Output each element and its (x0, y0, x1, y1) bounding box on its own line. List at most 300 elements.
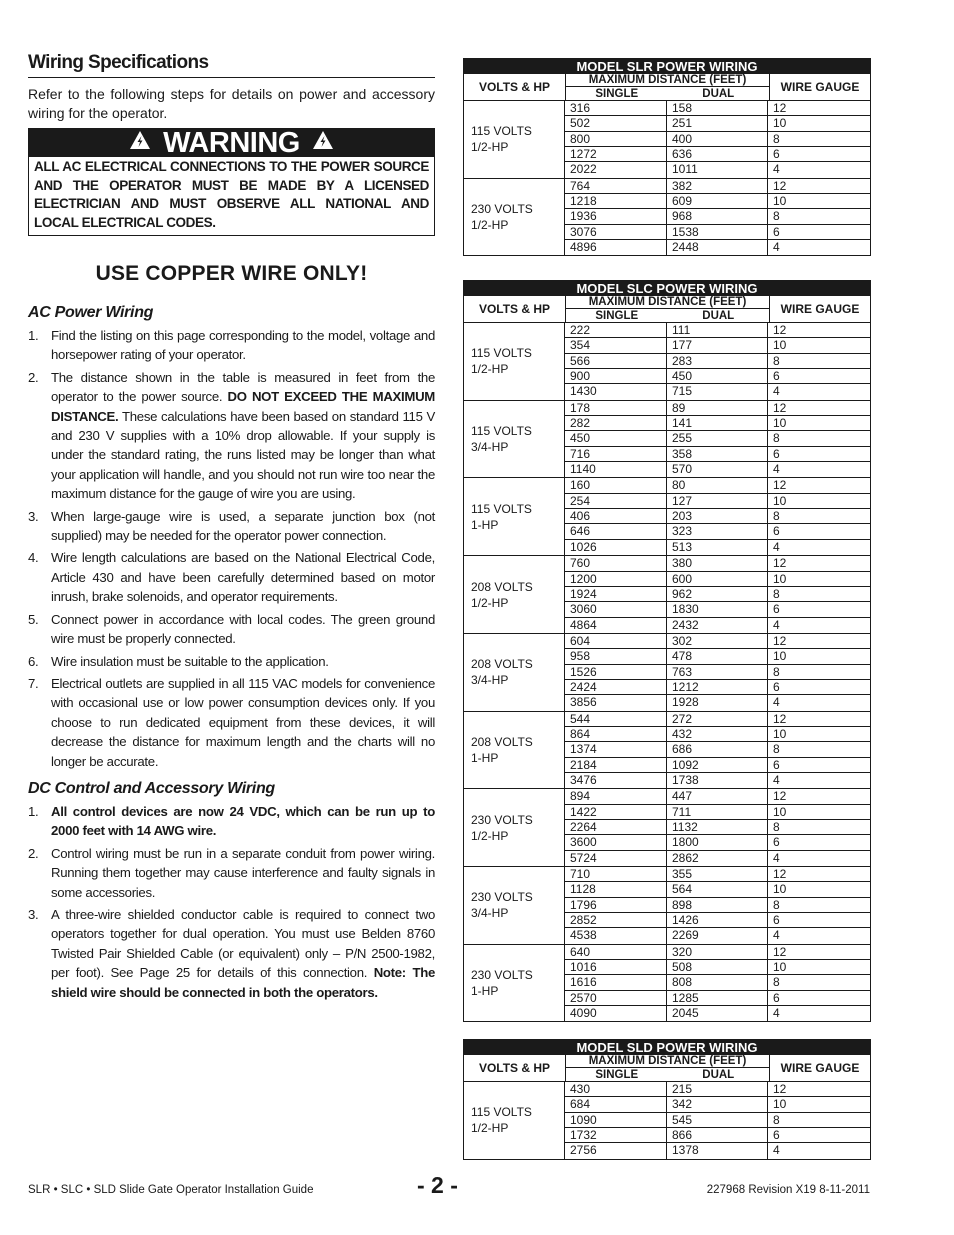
cell-dual: 508 (667, 960, 768, 974)
table-row (565, 867, 870, 882)
cell-gauge: 8 (773, 209, 780, 224)
step-number: 6. (28, 653, 39, 669)
cell-dual: 968 (667, 209, 768, 223)
table-row (565, 960, 870, 975)
table-row (565, 758, 870, 773)
step-number: 1. (28, 803, 39, 819)
cell-single: 4864 (565, 618, 667, 633)
cell-dual: 1011 (667, 162, 768, 177)
cell-gauge: 8 (773, 431, 780, 446)
header-max-distance-label: MAXIMUM DISTANCE (FEET) (588, 1055, 747, 1067)
list-item (28, 548, 435, 606)
group-label (464, 478, 565, 555)
cell-dual: 763 (667, 665, 768, 679)
cell-dual: 432 (667, 727, 768, 741)
group-rows (565, 556, 870, 633)
cell-single: 2570 (565, 991, 667, 1005)
table-row (565, 1113, 870, 1128)
cell-single: 640 (565, 945, 667, 959)
cell-dual: 600 (667, 572, 768, 586)
group-hp: 1/2-HP (471, 828, 509, 843)
cell-dual: 609 (667, 194, 768, 208)
group-volts: 230 VOLTS (471, 812, 533, 827)
table-row (565, 524, 870, 539)
table-row (565, 354, 870, 369)
cell-single: 1016 (565, 960, 667, 974)
table-row (565, 194, 870, 209)
group-hp: 1-HP (471, 984, 499, 999)
cell-dual: 380 (667, 556, 768, 570)
table-row (565, 179, 870, 194)
table-group (464, 101, 870, 179)
step-text: When large-gauge wire is used, a separate junction box (not supplied) may be needed for the operator power connection. (51, 508, 435, 544)
group-label (464, 401, 565, 478)
group-label (464, 179, 565, 256)
table-row (565, 945, 870, 960)
cell-dual: 570 (667, 462, 768, 477)
cell-gauge: 10 (773, 194, 787, 209)
table-row (565, 1097, 870, 1112)
cell-dual: 272 (667, 712, 768, 726)
table-row (565, 509, 870, 524)
group-hp: 3/4-HP (471, 673, 509, 688)
cell-dual: 1928 (667, 695, 768, 710)
table-row (565, 742, 870, 757)
step-text: Wire length calculations are based on the National Electrical Code, Article 430 and have been carefully determined based on motor inrush, brake solenoids, and operator requirements. (51, 550, 435, 605)
list-item (28, 652, 435, 671)
header-max-distance (566, 74, 770, 100)
table-row (565, 556, 870, 571)
group-volts: 115 VOLTS (471, 424, 532, 439)
table-row (565, 132, 870, 147)
cell-single: 544 (565, 712, 667, 726)
cell-dual: 2432 (667, 618, 768, 633)
cell-gauge: 6 (773, 446, 780, 461)
cell-dual: 111 (667, 323, 768, 337)
cell-single: 958 (565, 649, 667, 663)
cell-single: 450 (565, 431, 667, 445)
table-row (565, 225, 870, 240)
cell-gauge: 10 (773, 493, 787, 508)
table-row (565, 587, 870, 602)
group-label (464, 789, 565, 866)
step-number: 2. (28, 369, 39, 385)
group-rows (565, 401, 870, 478)
header-wire-gauge: WIRE GAUGE (780, 1061, 860, 1075)
table-row (565, 665, 870, 680)
cell-single: 800 (565, 132, 667, 146)
group-volts: 115 VOLTS (471, 346, 532, 361)
cell-dual: 898 (667, 898, 768, 912)
header-single: SINGLE (595, 88, 639, 100)
table-row (565, 540, 870, 555)
cell-single: 1430 (565, 384, 667, 399)
group-hp: 3/4-HP (471, 440, 509, 455)
table-row (565, 1082, 870, 1097)
cell-single: 160 (565, 478, 667, 492)
group-volts: 230 VOLTS (471, 202, 533, 217)
cell-dual: 302 (667, 634, 768, 648)
cell-gauge: 8 (773, 1112, 780, 1127)
cell-single: 2264 (565, 820, 667, 834)
cell-dual: 450 (667, 369, 768, 383)
cell-single: 3060 (565, 602, 667, 616)
cell-dual: 323 (667, 524, 768, 538)
cell-gauge: 4 (773, 928, 780, 943)
group-rows (565, 323, 870, 400)
group-volts: 230 VOLTS (471, 890, 533, 905)
cell-single: 4538 (565, 928, 667, 943)
header-single: SINGLE (595, 310, 639, 322)
header-wire-gauge: WIRE GAUGE (780, 302, 860, 316)
cell-dual: 564 (667, 882, 768, 896)
cell-dual: 1738 (667, 773, 768, 788)
cell-dual: 866 (667, 1128, 768, 1142)
group-volts: 115 VOLTS (471, 124, 532, 139)
cell-gauge: 6 (773, 990, 780, 1005)
cell-dual: 1378 (667, 1143, 768, 1158)
table-group (464, 634, 870, 712)
warning-body: ALL AC ELECTRICAL CONNECTIONS TO THE POWER SOURCE AND THE OPERATOR MUST BE MADE BY A LICENSED ELECTRICIAN AND MUST OBSERVE ALL NATIONAL AND LOCAL ELECTRICAL CODES. (34, 159, 429, 230)
hazard-icon (312, 127, 334, 155)
copper-notice: USE COPPER WIRE ONLY! (95, 262, 368, 285)
cell-gauge: 12 (773, 711, 787, 726)
cell-dual: 1800 (667, 835, 768, 849)
cell-dual: 715 (667, 384, 768, 399)
table-row (565, 401, 870, 416)
cell-dual: 382 (667, 179, 768, 193)
table-row (565, 572, 870, 587)
cell-gauge: 6 (773, 835, 780, 850)
cell-gauge: 4 (773, 240, 780, 255)
cell-single: 646 (565, 524, 667, 538)
cell-dual: 1285 (667, 991, 768, 1005)
group-label (464, 323, 565, 400)
cell-dual: 711 (667, 805, 768, 819)
cell-gauge: 12 (773, 556, 787, 571)
cell-gauge: 4 (773, 162, 780, 177)
table-row (565, 805, 870, 820)
table-group (464, 556, 870, 634)
cell-dual: 513 (667, 540, 768, 555)
group-label (464, 867, 565, 944)
cell-gauge: 6 (773, 369, 780, 384)
cell-single: 716 (565, 447, 667, 461)
cell-gauge: 6 (773, 757, 780, 772)
cell-single: 1422 (565, 805, 667, 819)
intro-text: Refer to the following steps for details on power and accessory wiring for the operator. (28, 86, 435, 121)
cell-single: 710 (565, 867, 667, 881)
cell-gauge: 6 (773, 679, 780, 694)
group-volts: 230 VOLTS (471, 968, 533, 983)
footer-revision: 227968 Revision X19 8-11-2011 (706, 1184, 870, 1196)
cell-single: 502 (565, 116, 667, 130)
cell-dual: 80 (667, 478, 768, 492)
table-group (464, 712, 870, 790)
cell-gauge: 10 (773, 416, 787, 431)
group-volts: 208 VOLTS (471, 579, 533, 594)
table-group (464, 478, 870, 556)
group-volts: 208 VOLTS (471, 734, 533, 749)
group-hp: 1-HP (471, 517, 499, 532)
cell-dual: 478 (667, 649, 768, 663)
group-label (464, 1082, 565, 1159)
step-number: 7. (28, 675, 39, 691)
cell-single: 316 (565, 101, 667, 115)
header-dual: DUAL (702, 88, 735, 100)
header-volts: VOLTS & HP (464, 74, 566, 100)
group-rows (565, 1082, 870, 1159)
header-wire-gauge: WIRE GAUGE (780, 80, 860, 94)
cell-single: 1272 (565, 147, 667, 161)
table-row (565, 1143, 870, 1158)
ac-steps-list (28, 326, 435, 771)
cell-gauge: 4 (773, 1006, 780, 1021)
hazard-icon (129, 127, 151, 155)
cell-gauge: 4 (773, 850, 780, 865)
table-row (565, 618, 870, 633)
header-dual: DUAL (702, 1069, 735, 1081)
cell-gauge: 10 (773, 882, 787, 897)
table-row (565, 416, 870, 431)
cell-gauge: 8 (773, 975, 780, 990)
cell-single: 1128 (565, 882, 667, 896)
cell-single: 2852 (565, 913, 667, 927)
cell-dual: 447 (667, 789, 768, 803)
cell-single: 894 (565, 789, 667, 803)
cell-gauge: 4 (773, 462, 780, 477)
group-rows (565, 712, 870, 789)
cell-dual: 251 (667, 116, 768, 130)
warning-title: WARNING (163, 127, 300, 159)
cell-dual: 962 (667, 587, 768, 601)
cell-dual: 1092 (667, 758, 768, 772)
cell-gauge: 12 (773, 101, 787, 115)
cell-dual: 255 (667, 431, 768, 445)
cell-gauge: 12 (773, 867, 787, 882)
header-sub-columns (566, 308, 769, 323)
cell-single: 406 (565, 509, 667, 523)
cell-gauge: 8 (773, 742, 780, 757)
list-item (28, 802, 435, 841)
section-title: Wiring Specifications (28, 52, 435, 78)
table-row (565, 602, 870, 617)
cell-dual: 1212 (667, 680, 768, 694)
cell-gauge: 8 (773, 353, 780, 368)
cell-single: 684 (565, 1097, 667, 1111)
group-rows (565, 634, 870, 711)
group-hp: 1/2-HP (471, 362, 509, 377)
cell-single: 4090 (565, 1006, 667, 1021)
cell-gauge: 6 (773, 913, 780, 928)
group-hp: 1/2-HP (471, 1121, 509, 1136)
table-row (565, 991, 870, 1006)
cell-dual: 358 (667, 447, 768, 461)
group-volts: 115 VOLTS (471, 1105, 532, 1120)
cell-gauge: 4 (773, 539, 780, 554)
cell-single: 566 (565, 354, 667, 368)
cell-dual: 808 (667, 975, 768, 989)
list-item (28, 674, 435, 771)
table-row (565, 712, 870, 727)
header-volts: VOLTS & HP (464, 1055, 566, 1081)
cell-gauge: 6 (773, 224, 780, 239)
header-dual: DUAL (702, 310, 735, 322)
cell-gauge: 4 (773, 617, 780, 632)
group-label (464, 101, 565, 178)
table-group (464, 401, 870, 479)
table-row (565, 1006, 870, 1021)
cell-single: 1140 (565, 462, 667, 477)
cell-dual: 1538 (667, 225, 768, 239)
table-group (464, 945, 870, 1022)
table-row (565, 649, 870, 664)
cell-single: 3076 (565, 225, 667, 239)
table-row (565, 882, 870, 897)
table-header (464, 1055, 870, 1082)
table-row (565, 789, 870, 804)
header-max-distance-label: MAXIMUM DISTANCE (FEET) (588, 296, 747, 308)
cell-single: 1026 (565, 540, 667, 555)
table-row (565, 1128, 870, 1143)
cell-single: 1200 (565, 572, 667, 586)
cell-gauge: 12 (773, 789, 787, 804)
cell-dual: 636 (667, 147, 768, 161)
group-rows (565, 478, 870, 555)
cell-dual: 320 (667, 945, 768, 959)
table-row (565, 338, 870, 353)
table-header (464, 74, 870, 101)
cell-single: 1090 (565, 1113, 667, 1127)
group-hp: 1/2-HP (471, 595, 509, 610)
cell-gauge: 4 (773, 695, 780, 710)
group-volts: 208 VOLTS (471, 657, 533, 672)
power-wiring-table (463, 58, 871, 256)
step-text: These calculations have been based on standard 115 V and 230 V supplies with a 10% drop allowable. If your supply is under the standard rating, the runs listed may be longer than what your application will handle, and you should not run wire too near the maximum distance for the gauge of wire you are using. (51, 408, 435, 502)
list-item (28, 610, 435, 649)
cell-single: 3476 (565, 773, 667, 788)
cell-single: 1924 (565, 587, 667, 601)
cell-gauge: 4 (773, 384, 780, 399)
cell-single: 2424 (565, 680, 667, 694)
step-emphasis: DO NOT EXCEED THE MAXIMUM DISTANCE. (51, 389, 435, 424)
cell-gauge: 12 (773, 478, 787, 493)
step-text: Electrical outlets are supplied in all 115 VAC models for convenience with occasional use or low power consumption devices only. If you choose to run dedicated equipment from these devices, it will decrease the distance for maximum length and the charts will no longer be accurate. (51, 675, 435, 769)
cell-gauge: 10 (773, 338, 787, 353)
table-group (464, 179, 870, 256)
table-row (565, 431, 870, 446)
footer-title: SLR • SLC • SLD Slide Gate Operator Installation Guide (28, 1184, 314, 1196)
cell-dual: 2448 (667, 240, 768, 255)
list-item (28, 905, 435, 1002)
cell-dual: 127 (667, 494, 768, 508)
cell-gauge: 6 (773, 524, 780, 539)
cell-dual: 342 (667, 1097, 768, 1111)
cell-single: 1936 (565, 209, 667, 223)
cell-gauge: 6 (773, 602, 780, 617)
ac-section-title: AC Power Wiring (28, 304, 154, 321)
cell-dual: 545 (667, 1113, 768, 1127)
cell-gauge: 4 (773, 772, 780, 787)
cell-gauge: 8 (773, 509, 780, 524)
table-row (565, 462, 870, 477)
list-item (28, 844, 435, 902)
group-label (464, 556, 565, 633)
step-number: 5. (28, 611, 39, 627)
header-sub-columns (566, 1067, 769, 1082)
cell-gauge: 12 (773, 400, 787, 415)
table-row (565, 101, 870, 116)
group-hp: 1/2-HP (471, 218, 509, 233)
table-row (565, 727, 870, 742)
header-sub-columns (566, 86, 769, 101)
cell-single: 1796 (565, 898, 667, 912)
table-title: MODEL SLR POWER WIRING (464, 59, 870, 74)
cell-single: 900 (565, 369, 667, 383)
cell-single: 764 (565, 179, 667, 193)
group-hp: 1-HP (471, 750, 499, 765)
group-rows (565, 179, 870, 256)
cell-dual: 215 (667, 1082, 768, 1096)
cell-gauge: 8 (773, 586, 780, 601)
step-number: 2. (28, 845, 39, 861)
cell-single: 1732 (565, 1128, 667, 1142)
table-row (565, 116, 870, 131)
group-volts: 115 VOLTS (471, 501, 532, 516)
step-text: Connect power in accordance with local codes. The green ground wire must be properly connected. (51, 611, 435, 647)
table-group (464, 323, 870, 401)
cell-gauge: 10 (773, 1097, 787, 1112)
table-row (565, 494, 870, 509)
cell-dual: 158 (667, 101, 768, 115)
cell-dual: 1132 (667, 820, 768, 834)
step-text: Find the listing on this page corresponding to the model, voltage and horsepower rating of your operator. (51, 328, 435, 363)
table-row (565, 369, 870, 384)
cell-gauge: 10 (773, 960, 787, 975)
cell-single: 864 (565, 727, 667, 741)
cell-gauge: 10 (773, 571, 787, 586)
group-label (464, 945, 565, 1022)
table-title: MODEL SLD POWER WIRING (464, 1040, 870, 1055)
cell-single: 4896 (565, 240, 667, 255)
table-header (464, 296, 870, 323)
group-label (464, 634, 565, 711)
cell-dual: 89 (667, 401, 768, 415)
header-max-distance (566, 296, 770, 322)
step-number: 3. (28, 508, 39, 524)
cell-single: 604 (565, 634, 667, 648)
table-row (565, 820, 870, 835)
step-emphasis: All control devices are now 24 VDC, which can be run up to 2000 feet with 14 AWG wire. (51, 803, 435, 839)
table-row (565, 209, 870, 224)
table-row (565, 773, 870, 788)
cell-gauge: 12 (773, 1082, 787, 1096)
page-number: - 2 - (417, 1172, 458, 1198)
group-rows (565, 867, 870, 944)
cell-single: 1374 (565, 742, 667, 756)
cell-dual: 141 (667, 416, 768, 430)
cell-single: 1526 (565, 665, 667, 679)
cell-dual: 1830 (667, 602, 768, 616)
group-rows (565, 101, 870, 178)
cell-dual: 283 (667, 354, 768, 368)
header-max-distance-label: MAXIMUM DISTANCE (FEET) (588, 74, 747, 86)
cell-gauge: 6 (773, 1128, 780, 1143)
cell-dual: 2269 (667, 928, 768, 943)
warning-header (29, 129, 434, 157)
step-number: 3. (28, 906, 39, 922)
table-row (565, 913, 870, 928)
